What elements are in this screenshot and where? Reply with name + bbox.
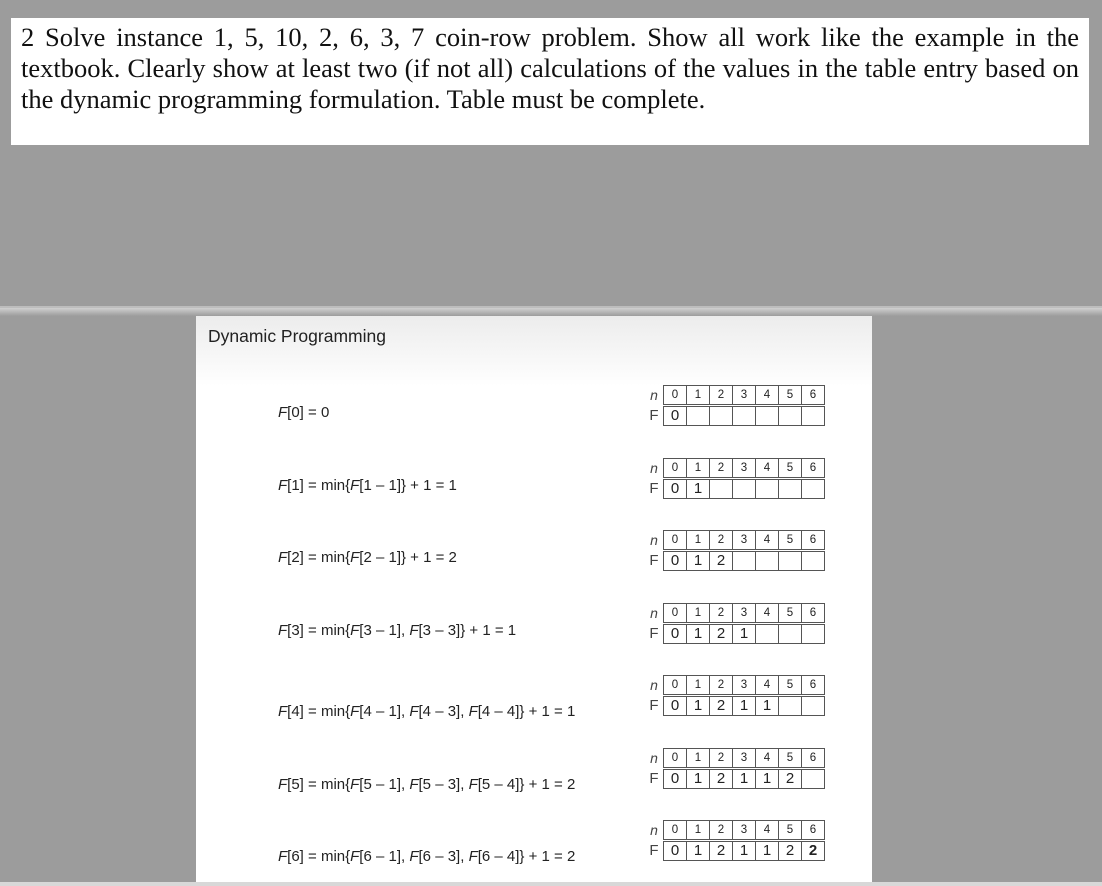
equation-step-5 [278,776,575,793]
equation-part: F [350,703,360,720]
equation-step-3 [278,622,516,639]
n-label: n [650,822,658,838]
value-row [644,551,825,571]
value-cell: 1 [686,551,710,571]
value-cell: 0 [663,479,687,499]
value-cell: 0 [663,624,687,644]
index-row [644,748,825,768]
equation-part: [4 – 3], [418,703,469,720]
index-cell: 5 [778,748,802,768]
equation-part: F [468,848,478,865]
value-cell [801,406,825,426]
index-cell: 6 [801,530,825,550]
index-cell: 5 [778,458,802,478]
equation-part: F [350,476,360,494]
f-label: F [649,769,659,787]
value-cell: 1 [686,479,710,499]
value-cell [755,479,779,499]
value-cell [709,479,733,499]
index-cell: 4 [755,530,779,550]
equation-part: F [350,848,360,865]
n-label: n [650,677,658,693]
index-cell: 5 [778,603,802,623]
value-cell [778,406,802,426]
index-cell: 1 [686,530,710,550]
value-cell [801,551,825,571]
value-cell [732,406,756,426]
value-row [644,479,825,499]
index-cell: 0 [663,820,687,840]
equation-step-1 [278,477,457,494]
index-cell: 1 [686,675,710,695]
equation-part: [1 – 1]} + 1 = 1 [359,476,457,494]
index-cell: 3 [732,458,756,478]
equation-part: F [278,549,288,566]
equation-part: [5 – 1], [359,775,410,793]
value-cell: 1 [732,696,756,716]
value-cell [778,551,802,571]
index-cell: 4 [755,458,779,478]
value-cell: 2 [778,841,802,861]
equation-part: [6] = min{ [287,848,351,865]
textbook-excerpt [196,316,872,886]
index-cell: 1 [686,748,710,768]
index-cell: 6 [801,820,825,840]
value-cell: 0 [663,769,687,789]
index-cell: 3 [732,603,756,623]
index-cell: 0 [663,748,687,768]
value-cell: 1 [686,624,710,644]
value-cell [801,696,825,716]
equation-step-4 [278,703,575,720]
index-cell: 3 [732,748,756,768]
equation-part: [5] = min{ [287,775,351,793]
value-cell: 1 [732,624,756,644]
value-row [644,696,825,716]
value-cell: 0 [663,551,687,571]
question-box [11,18,1089,145]
index-cell: 5 [778,820,802,840]
value-cell: 0 [663,696,687,716]
equation-part: [5 – 3], [418,775,469,793]
index-cell: 2 [709,603,733,623]
equation-part: [2 – 1]} + 1 = 2 [359,549,457,566]
value-cell: 0 [663,406,687,426]
value-cell: 2 [709,841,733,861]
index-cell: 0 [663,675,687,695]
panel-heading: Dynamic Programming [208,326,386,346]
equation-part: [4 – 4]} + 1 = 1 [477,703,576,720]
value-row [644,841,825,861]
value-cell [778,479,802,499]
value-cell: 2 [709,769,733,789]
index-cell: 2 [709,530,733,550]
index-cell: 6 [801,748,825,768]
equation-part: [4 – 1], [359,703,410,720]
equation-part: F [409,775,419,793]
equation-part: [4] = min{ [287,703,351,720]
value-row [644,624,825,644]
index-cell: 0 [663,385,687,405]
equation-part: [2] = min{ [287,549,351,566]
index-cell: 2 [709,820,733,840]
equation-part: F [350,549,360,566]
divider-band [0,308,1102,316]
index-cell: 6 [801,675,825,695]
equation-part: [3] = min{ [287,621,351,639]
index-cell: 3 [732,675,756,695]
value-row [644,769,825,789]
value-cell [801,769,825,789]
equation-step-2 [278,549,457,566]
index-cell: 1 [686,458,710,478]
value-cell: 2 [709,551,733,571]
equation-part: F [468,703,478,720]
value-cell [755,624,779,644]
value-cell: 1 [732,769,756,789]
equation-part: F [278,775,288,793]
equation-part: F [350,775,360,793]
value-cell: 1 [686,841,710,861]
equation-part: [3 – 3]} + 1 = 1 [418,621,517,639]
value-cell [778,696,802,716]
equation-step-0 [278,404,329,421]
index-cell: 4 [755,603,779,623]
equation-part: [5 – 4]} + 1 = 2 [477,775,576,793]
equation-part: [6 – 4]} + 1 = 2 [477,848,576,865]
equation-part: F [468,775,478,793]
n-label: n [650,604,658,621]
question-text: 2 Solve instance 1, 5, 10, 2, 6, 3, 7 coin-row problem. Show all work like the example in the textbook. Clearly show at least two (if not all) calculations of the values in the table entry based on the dynamic programming formulation. Table must be complete. [21,22,1079,114]
value-cell: 2 [801,841,825,861]
n-label: n [650,459,658,476]
index-cell: 0 [663,458,687,478]
value-cell [732,479,756,499]
value-cell [709,406,733,426]
value-cell: 1 [755,769,779,789]
index-cell: 2 [709,748,733,768]
value-cell: 1 [686,769,710,789]
equation-part: [6 – 3], [418,848,469,865]
equation-part: F [350,621,360,639]
index-row [644,458,825,478]
equation-part: F [278,404,288,421]
index-cell: 4 [755,748,779,768]
index-cell: 0 [663,530,687,550]
value-cell: 2 [709,696,733,716]
n-label: n [650,532,658,548]
index-cell: 5 [778,385,802,405]
value-cell: 1 [755,696,779,716]
equation-part: [1] = min{ [287,476,351,494]
f-label: F [649,697,659,714]
f-label: F [649,624,659,642]
equation-part: [0] = 0 [287,404,330,421]
index-cell: 3 [732,820,756,840]
index-cell: 6 [801,385,825,405]
equation-part: F [278,848,288,865]
value-cell [778,624,802,644]
f-label: F [649,552,659,569]
equation-step-6 [278,848,575,865]
index-cell: 1 [686,385,710,405]
index-cell: 1 [686,820,710,840]
bottom-edge [0,882,1102,886]
value-cell: 1 [732,841,756,861]
value-cell: 2 [709,624,733,644]
value-cell: 2 [778,769,802,789]
index-cell: 2 [709,458,733,478]
value-cell [755,551,779,571]
f-label: F [649,842,659,859]
value-cell: 0 [663,841,687,861]
index-cell: 3 [732,385,756,405]
index-row [644,603,825,623]
index-cell: 1 [686,603,710,623]
index-cell: 3 [732,530,756,550]
equation-part: F [409,703,419,720]
equation-part: [6 – 1], [359,848,410,865]
index-cell: 5 [778,675,802,695]
value-cell [801,479,825,499]
index-cell: 6 [801,458,825,478]
equation-part: F [409,621,419,639]
value-cell [686,406,710,426]
index-cell: 5 [778,530,802,550]
value-cell: 1 [686,696,710,716]
index-cell: 4 [755,675,779,695]
index-cell: 4 [755,820,779,840]
n-label: n [650,749,658,766]
index-row [644,820,825,840]
f-label: F [649,407,659,424]
value-row [644,406,825,426]
value-cell [755,406,779,426]
equation-part: F [278,476,288,494]
equation-part: F [278,621,288,639]
value-cell [801,624,825,644]
n-label: n [650,387,658,403]
f-label: F [649,479,659,497]
index-cell: 0 [663,603,687,623]
equation-part: F [278,703,288,720]
index-row [644,385,825,405]
equation-part: [3 – 1], [359,621,410,639]
index-cell: 2 [709,675,733,695]
value-cell: 1 [755,841,779,861]
index-row [644,675,825,695]
equation-part: F [409,848,419,865]
index-cell: 4 [755,385,779,405]
index-row [644,530,825,550]
index-cell: 2 [709,385,733,405]
index-cell: 6 [801,603,825,623]
value-cell [732,551,756,571]
